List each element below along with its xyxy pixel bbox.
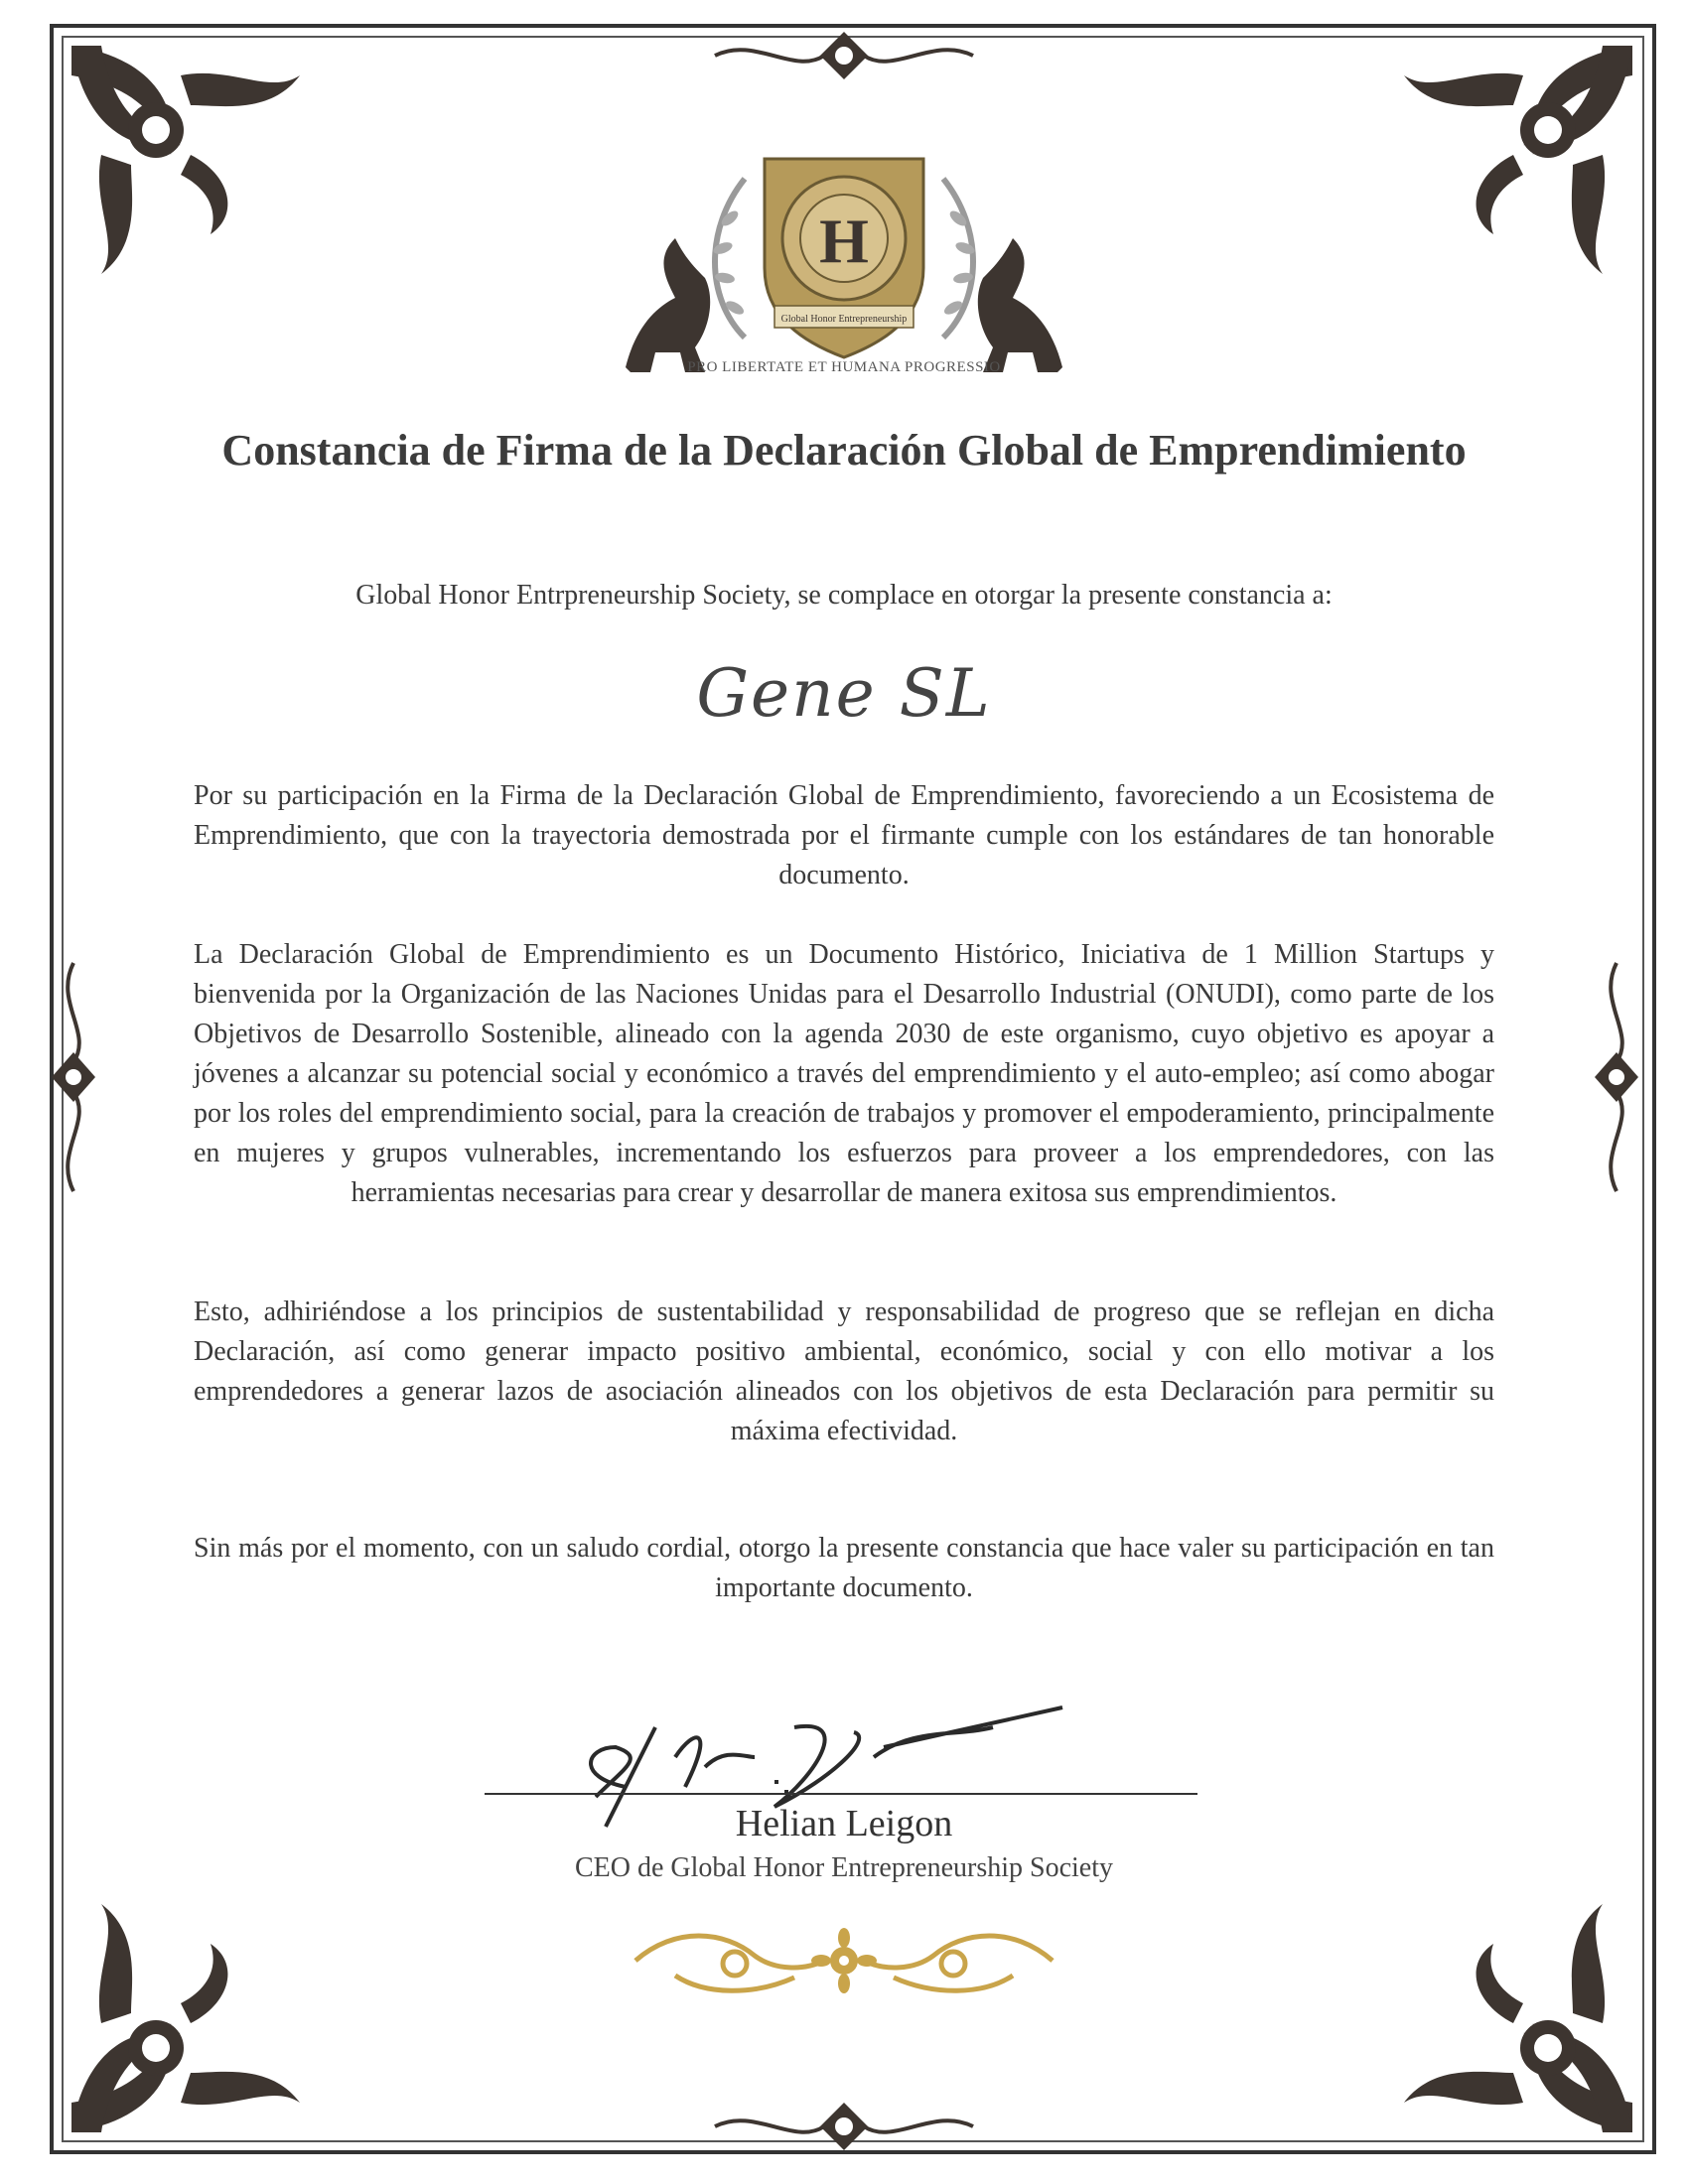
bottom-center-medallion — [695, 2097, 993, 2156]
recipient-name: Gene SL — [696, 655, 992, 732]
body-paragraph: Por su participación en la Firma de la Declaración Global de Emprendimiento, favoreciendo a un Ecosistema de Emprendimiento, que con la trayectoria demostrada por el firmante cumple con los estándares de tan honorable documento. — [194, 780, 1494, 890]
right-side-ornament — [1587, 953, 1646, 1201]
body-paragraph: Esto, adhiriéndose a los principios de sustentabilidad y responsabilidad de progreso que se reflejan en dicha Declaración, así como generar impacto positivo ambiental, económico, social y con ello motivar a los emprendedores a generar lazos de asociación alineados con los objetivos de esta Declaración para permitir su máxima efectividad. — [194, 1297, 1494, 1446]
corner-ornament-top-right — [1384, 36, 1642, 294]
society-crest-logo — [596, 139, 1092, 387]
crest-ring-text: Global Honor Entrepreneurship — [780, 314, 908, 325]
crest-letter: H — [819, 205, 869, 276]
gold-flourish-ornament — [616, 1916, 1072, 2005]
left-side-ornament — [44, 953, 103, 1201]
corner-ornament-top-left — [62, 36, 320, 294]
closing-paragraph: Sin más por el momento, con un saludo cordial, otorgo la presente constancia que hace valer su participación en tan importante documento. — [194, 1533, 1494, 1603]
intro-line: Global Honor Entrpreneurship Society, se complace en otorgar la presente constancia a: — [355, 580, 1333, 611]
corner-ornament-bottom-left — [62, 1884, 320, 2142]
signatory-role: CEO de Global Honor Entrepreneurship Society — [575, 1852, 1113, 1883]
body-paragraph: La Declaración Global de Emprendimiento es un Documento Histórico, Iniciativa de 1 Million Startups y bienvenida por la Organización de las Naciones Unidas para el Desarrollo Industrial (ONUDI), como parte de los Objetivos de Desarrollo Sostenible, alineado con la agenda 2030 de este organismo, cuyo objetivo es apoyar a jóvenes a alcanzar su potencial social y económico a través del emprendimiento y el auto-empleo; así como abogar por los roles del emprendimiento social, para la creación de trabajos y promover el empoderamiento, principalmente en mujeres y grupos vulnerables, incrementando los esfuerzos para proveer a los emprendedores, con las herramientas necesarias para crear y desarrollar de manera exitosa sus emprendimientos. — [194, 939, 1494, 1208]
signatory-name: Helian Leigon — [735, 1803, 953, 1844]
society-motto: PRO LIBERTATE ET HUMANA PROGRESSIO — [687, 359, 1001, 375]
corner-ornament-bottom-right — [1384, 1884, 1642, 2142]
top-center-medallion — [695, 26, 993, 85]
signature-line — [485, 1793, 1197, 1795]
certificate-title: Constancia de Firma de la Declaración Global de Emprendimiento — [221, 426, 1467, 475]
